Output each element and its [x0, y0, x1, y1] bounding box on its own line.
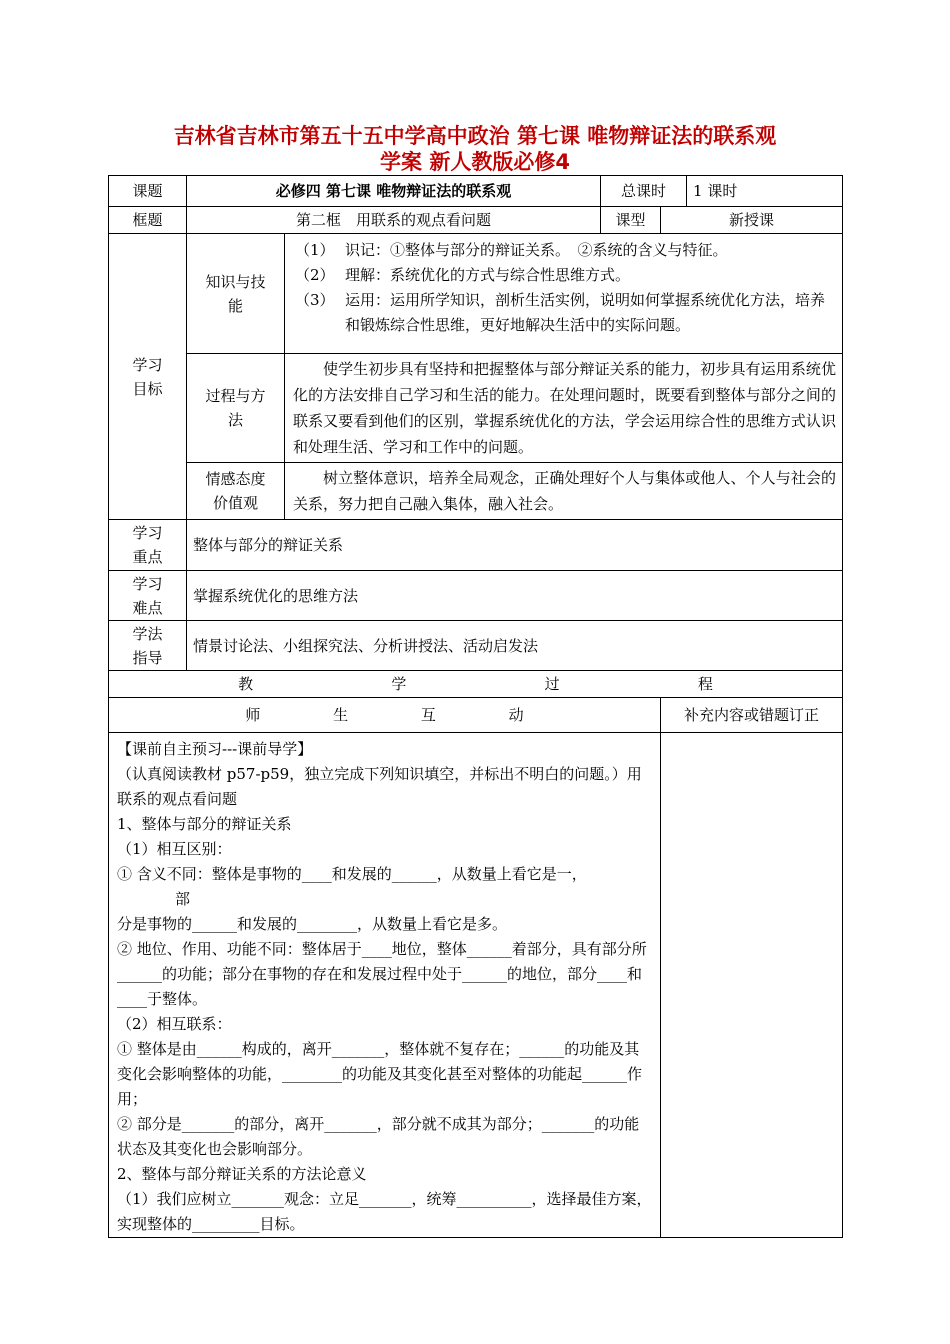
- content-line: 【课前自主预习---课前导学】: [117, 740, 313, 758]
- content-line: ① 含义不同：整体是事物的____和发展的______，从数量上看它是一，: [117, 865, 587, 883]
- knowledge-skill-list: [285, 234, 843, 354]
- type-label: 课型: [601, 207, 661, 234]
- process-method-text: 使学生初步具有坚持和把握整体与部分辩证关系的能力，初步具有运用系统优化的方法安排自己学习和生活的能力。在处理问题时，既要看到整体与部分之间的联系又要看到他们的区别，掌握系统优化的方法，学会运用综合性的思维方式认识和处理生活、学习和工作中的问题。: [285, 354, 843, 463]
- focus-label: 学习 重点: [109, 520, 187, 571]
- type-value: 新授课: [661, 207, 843, 234]
- course-value: 必修四 第七课 唯物辩证法的联系观: [187, 176, 601, 207]
- content-line: （1）相互区别：: [117, 840, 232, 858]
- method-value: 情景讨论法、小组探究法、分析讲授法、活动启发法: [187, 621, 843, 671]
- total-hours-value: 1 课时: [687, 176, 843, 207]
- teaching-process-header: 教 学 过 程: [109, 671, 843, 698]
- difficulty-label: 学习 难点: [109, 571, 187, 621]
- supplement-header: 补充内容或错题订正: [661, 698, 843, 733]
- list-item: （2） 理解：系统优化的方式与综合性思维方式。: [295, 266, 631, 284]
- content-line: （1）我们应树立_______观念：立足_______，统筹__________，选择最佳方案，实现整体的_________目标。: [117, 1190, 652, 1233]
- document-title-line-2: 学案 新人教版必修4: [380, 150, 570, 174]
- content-line: ① 整体是由______构成的，离开_______，整体就不复存在；______的功能及其变化会影响整体的功能，________的功能及其变化甚至对整体的功能起______作用；: [117, 1040, 643, 1108]
- lesson-plan-table: [108, 175, 843, 1238]
- frame-label: 框题: [109, 207, 187, 234]
- content-line: （认真阅读教材 p57-p59，独立完成下列知识填空，并标出不明白的问题。）用联系的观点看问题: [117, 765, 642, 808]
- content-line: （2）相互联系：: [117, 1015, 232, 1033]
- interaction-header: 师 生 互 动: [109, 698, 661, 733]
- content-line: 1、整体与部分的辩证关系: [117, 815, 292, 833]
- process-method-label: 过程与方 法: [187, 354, 285, 463]
- list-item: （3） 运用：运用所学知识，剖析生活实例，说明如何掌握系统优化方法，培养和锻炼综合性思维，更好地解决生活中的实际问题。: [295, 291, 826, 334]
- content-line: 2、整体与部分辩证关系的方法论意义: [117, 1165, 367, 1183]
- content-line: ② 地位、作用、功能不同：整体居于____地位，整体______着部分，具有部分所______的功能；部分在事物的存在和发展过程中处于______的地位，部分____和____于整体。: [117, 940, 647, 1008]
- objectives-label: 学习 目标: [109, 234, 187, 520]
- emotion-value-text: 树立整体意识，培养全局观念，正确处理好个人与集体或他人、个人与社会的关系，努力把自己融入集体，融入社会。: [285, 463, 843, 520]
- knowledge-skill-label: 知识与技 能: [187, 234, 285, 354]
- difficulty-value: 掌握系统优化的思维方法: [187, 571, 843, 621]
- document-title-line-1: 吉林省吉林市第五十五中学高中政治 第七课 唯物辩证法的联系观: [173, 124, 777, 148]
- method-label: 学法 指导: [109, 621, 187, 671]
- content-line: 部: [175, 890, 191, 908]
- course-label: 课题: [109, 176, 187, 207]
- list-item: （1） 识记：①整体与部分的辩证关系。 ②系统的含义与特征。: [295, 241, 728, 259]
- supplement-area[interactable]: [661, 733, 843, 1238]
- focus-value: 整体与部分的辩证关系: [187, 520, 843, 571]
- interaction-content: [109, 733, 661, 1238]
- total-hours-label: 总课时: [601, 176, 687, 207]
- content-line: ② 部分是_______的部分，离开_______，部分就不成其为部分；_______的功能状态及其变化也会影响部分。: [117, 1115, 640, 1158]
- frame-value: 第二框 用联系的观点看问题: [187, 207, 601, 234]
- content-line: 分是事物的______和发展的________，从数量上看它是多。: [117, 915, 508, 933]
- emotion-value-label: 情感态度 价值观: [187, 463, 285, 520]
